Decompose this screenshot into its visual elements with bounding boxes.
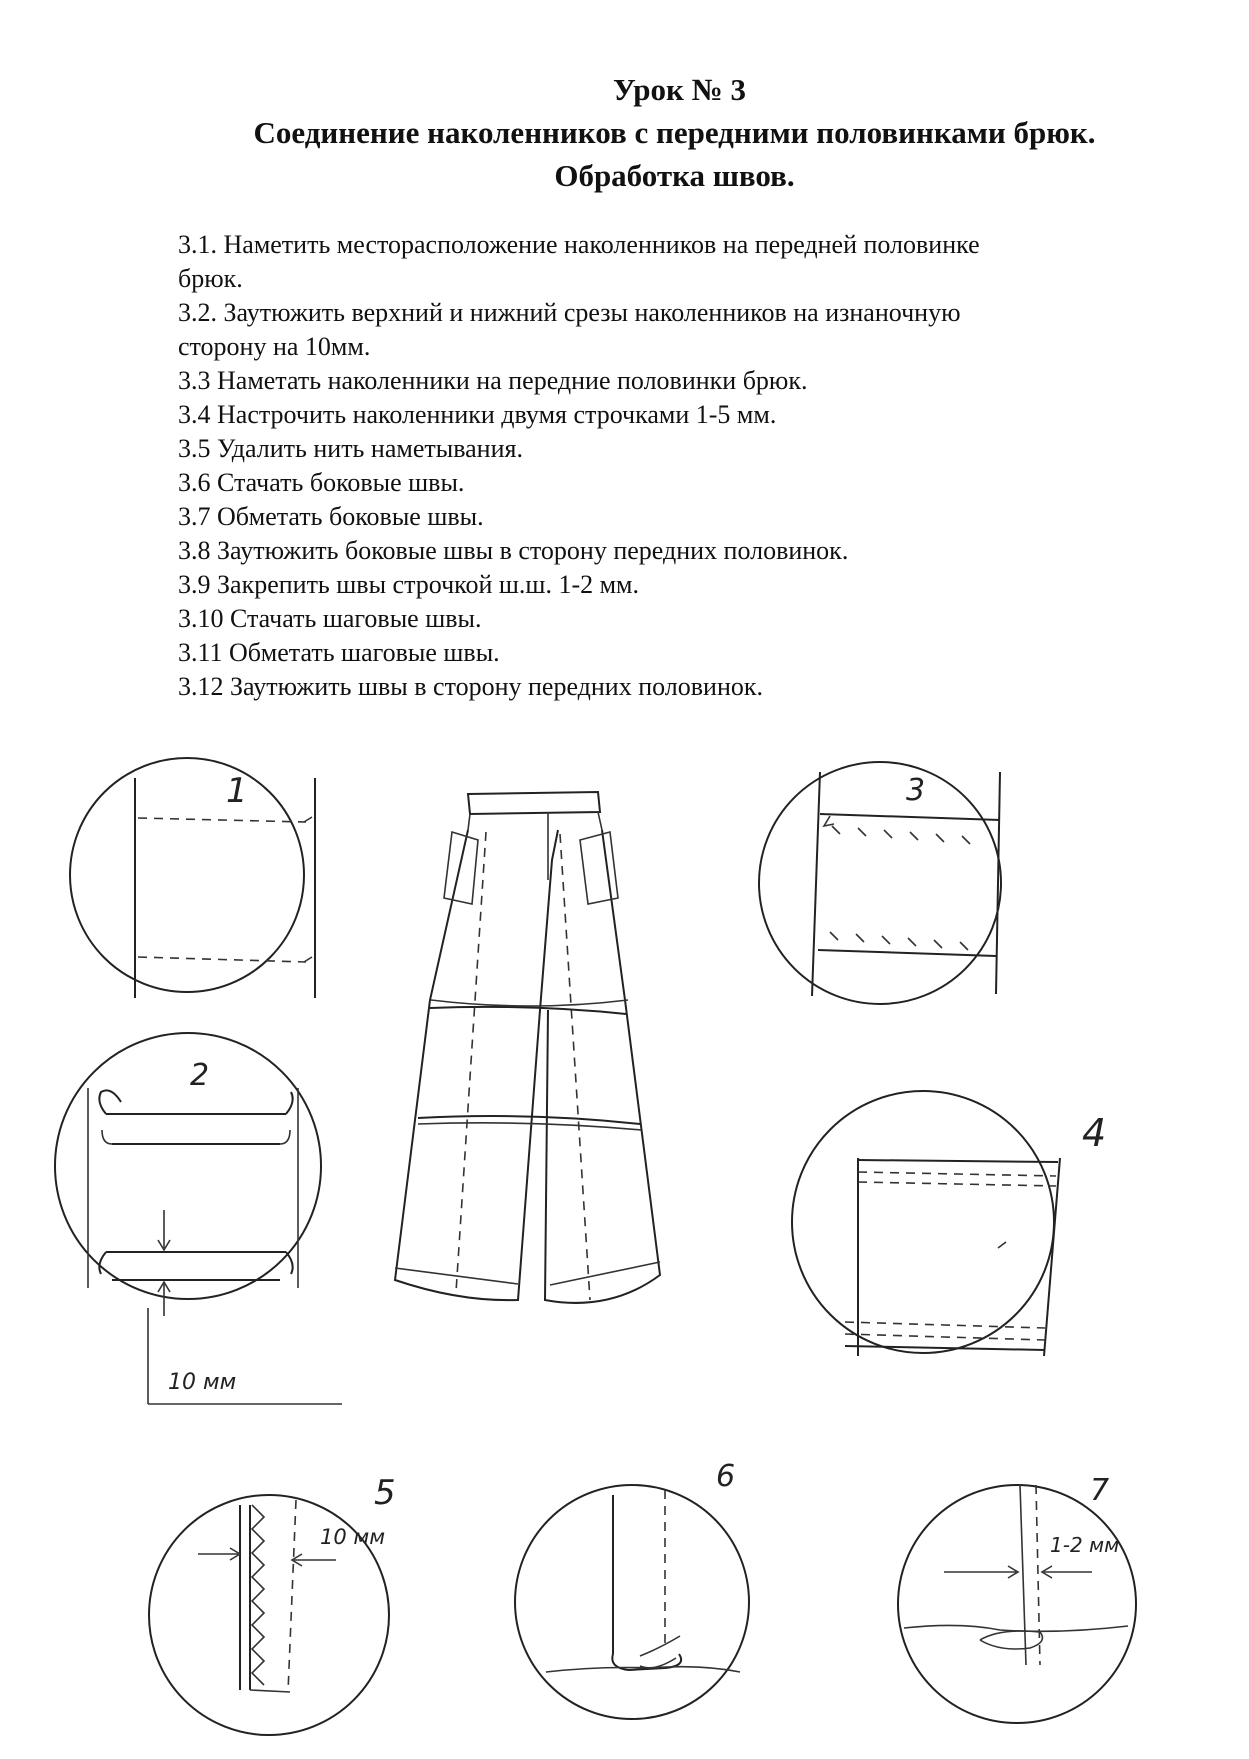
step-line: 3.12 Заутюжить швы в сторону передних половинок. [178,672,763,701]
figure-label: 1 [226,771,248,811]
step-line: 3.1. Наметить месторасположение наколенников на передней половинке [178,230,980,259]
step-line: брюк. [178,264,243,293]
figure-1 [70,758,315,998]
step-line: 3.4 Настрочить наколенники двумя строчками 1-5 мм. [178,400,777,429]
lesson-subtitle-2: Обработка швов. [554,158,795,193]
figure-4 [792,1091,1106,1356]
step-line: 3.3 Наметать наколенники на передние половинки брюк. [178,366,808,395]
step-line: 3.9 Закрепить швы строчкой ш.ш. 1-2 мм. [178,570,640,599]
figure-3 [759,762,1001,1004]
dimension-label: 10 мм [168,1370,237,1395]
figure-label: 4 [1082,1111,1107,1155]
figure-5 [149,1473,396,1735]
figure-label: 5 [374,1473,396,1513]
lesson-subtitle: Соединение наколенников с передними половинками брюк. [253,115,1096,150]
figure-label: 7 [1090,1473,1110,1508]
step-line: 3.2. Заутюжить верхний и нижний срезы наколенников на изнаночную [178,298,961,327]
step-line: 3.10 Стачать шаговые швы. [178,604,482,633]
step-line: сторону на 10мм. [178,332,371,361]
lesson-title: Урок № 3 [613,72,746,107]
figure-label: 2 [190,1058,210,1093]
step-line: 3.11 Обметать шаговые швы. [178,638,500,667]
figure-6 [515,1459,749,1719]
dimension-label: 1-2 мм [1050,1533,1120,1557]
dimension-label: 10 мм [320,1525,386,1549]
figure-7 [898,1473,1136,1723]
step-line: 3.8 Заутюжить боковые швы в сторону передних половинок. [178,536,849,565]
figure-label: 6 [716,1459,736,1494]
step-line: 3.5 Удалить нить наметывания. [178,434,523,463]
figure-2 [55,1033,342,1404]
step-line: 3.6 Стачать боковые швы. [178,468,465,497]
figure-label: 3 [906,773,926,808]
trousers-drawing [395,792,660,1303]
step-line: 3.7 Обметать боковые швы. [178,502,484,531]
